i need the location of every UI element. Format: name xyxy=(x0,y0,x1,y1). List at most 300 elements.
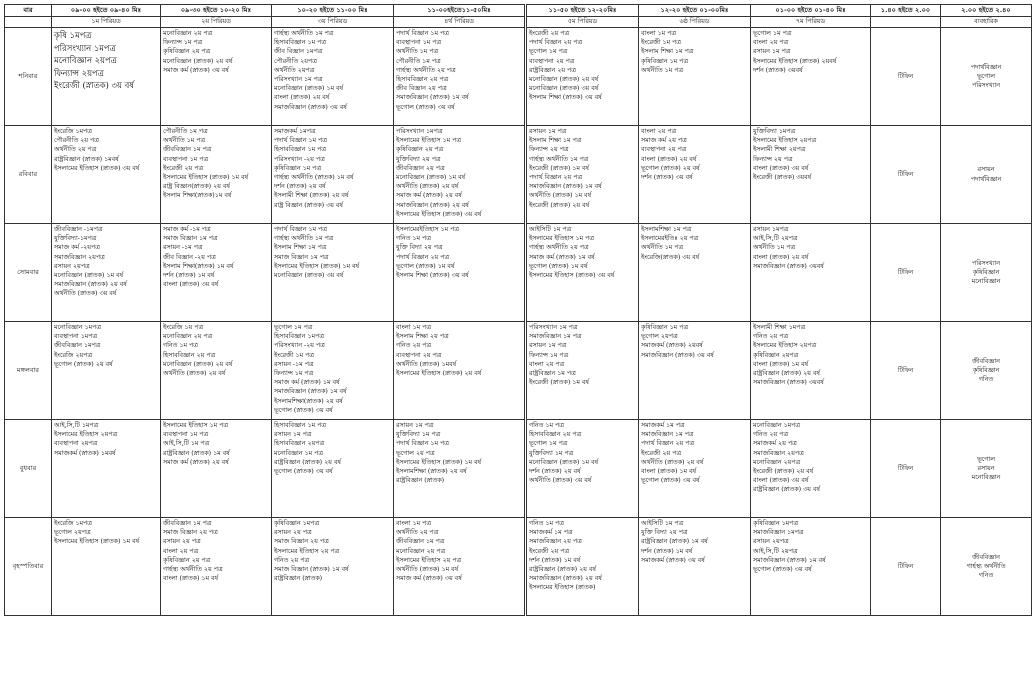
practical-subject: কৃষিবিজ্ঞান xyxy=(972,366,1000,374)
class-entry: কৃষিবিজ্ঞান ২য় পত্র xyxy=(163,556,211,564)
class-entry: জীববিজ্ঞান ১ম পত্র xyxy=(396,538,445,546)
class-entry: রাষ্ট্রবিজ্ঞান (স্নাতক) ১মবর্ষ xyxy=(54,155,119,163)
class-entry: সমাজ বিজ্ঞান ১ম পত্র xyxy=(274,253,329,261)
period-label: ২য় পিরিয়ড xyxy=(161,17,272,28)
class-entry: যুক্তিবিদ্যা ১ম পত্র xyxy=(396,431,441,439)
class-entry: রাষ্ট্রবিজ্ঞান ১ম পত্র xyxy=(529,370,576,378)
class-entry: ইংরেজী (স্নাতক) ২য় বর্ষ xyxy=(529,201,590,209)
time-slot-header: ১১-০০হইতে১১-৫০মিঃ xyxy=(394,5,525,17)
tiffin-break: টিফিন xyxy=(871,28,941,126)
class-entry: রসায়ন -১ম পত্র xyxy=(274,360,314,368)
schedule-cell xyxy=(394,518,525,616)
class-entry: কৃষিবিজ্ঞান ১ম পত্র xyxy=(641,324,689,331)
schedule-cell xyxy=(527,322,639,420)
class-entry: সমাজবিজ্ঞান ২য়পত্র xyxy=(54,253,105,261)
class-entry: ইসলামের ইতিহাস (স্নাতক) ৩য় বর্ষ xyxy=(529,272,615,280)
class-entry: ইসলামেরইতিহাস ১ম পত্র xyxy=(396,226,460,233)
tiffin-break: টিফিন xyxy=(871,322,941,420)
class-entry: সমাজ কর্ম (স্নাতক) ৩য় বর্ষ xyxy=(163,66,229,74)
class-entry: মনোবিজ্ঞান ২য় পত্র xyxy=(396,547,446,555)
class-entry: পরিসংখ্যান -২য় পত্র xyxy=(274,342,325,350)
class-entry: অর্থনীতি (স্নাতক) ৩য় বর্ষ xyxy=(54,290,117,298)
day-row xyxy=(527,28,1032,126)
period-label: ব্যবহারিক xyxy=(941,17,1032,28)
class-entry: ব্যবস্থাপনা ২য় পত্র xyxy=(396,351,442,359)
class-entry: অর্থনীতি ১ম পত্র xyxy=(641,244,684,252)
class-entry: সমাজকর্ম ১মপত্র xyxy=(274,128,316,135)
class-entry: ভূগোল ১ম পত্র xyxy=(274,324,313,331)
day-name: বৃহস্পতিবার xyxy=(5,518,52,616)
class-entry: রসায়ন ১মপত্র xyxy=(753,226,789,233)
class-entry: পৌরনীতি ২য় পত্র xyxy=(54,137,99,145)
class-entry: অর্থনীতি (স্নাতক) ১ম বর্ষ xyxy=(396,566,459,574)
class-entry: ইংরেজি ২য়পত্র xyxy=(54,351,93,359)
class-entry: সমাজবিজ্ঞান (স্নাতক) ১ম বর্ষ xyxy=(529,183,602,191)
class-entry: ফিন্যান্স ১ম পত্র xyxy=(274,370,314,378)
practical-subject: গনিত xyxy=(978,572,994,580)
class-entry: পদার্থ বিজ্ঞান ১ম পত্র xyxy=(396,440,449,448)
schedule-cell xyxy=(161,322,272,420)
class-entry: অর্থনীতি ২য়পত্র xyxy=(274,66,315,74)
schedule-cell xyxy=(394,126,525,224)
class-entry: ইসলামের ইতিহাস (স্নাতক) xyxy=(529,584,596,592)
class-entry: আইসিটি ১ম পত্র xyxy=(641,520,684,527)
class-entry: সমাজকর্ম ১ম পত্র xyxy=(529,529,573,537)
class-entry: ভূগোল (স্নাতক) ৩য় বর্ষ xyxy=(274,468,333,476)
class-entry: বাংলা (স্নাতক) ২য় বর্ষ xyxy=(274,94,330,102)
class-entry: যুক্তি বিদ্যা ২য় পত্র xyxy=(396,244,443,252)
schedule-cell xyxy=(527,126,639,224)
practical-subject: গনিত xyxy=(978,376,994,384)
day-row xyxy=(527,224,1032,322)
schedule-cell xyxy=(52,322,161,420)
class-entry: রাষ্ট্রবিজ্ঞান (স্নাতক) ৩য় বর্ষ xyxy=(753,486,820,494)
class-entry: পদার্থ বিজ্ঞান ১ম পত্র xyxy=(396,30,449,37)
class-entry: দর্শন (স্নাতক) ১ম বর্ষ xyxy=(163,272,215,280)
class-entry: অর্থনীতি ২য় পত্র xyxy=(396,529,439,537)
class-entry: পদার্থ বিজ্ঞান ২য় পত্র xyxy=(529,174,583,182)
class-entry: রসায়ন ২য় পত্র xyxy=(274,529,312,537)
schedule-cell xyxy=(527,224,639,322)
period-label: ৫ম পিরিয়ড xyxy=(527,17,639,28)
class-entry: সমাজবিজ্ঞান ২য়পত্র xyxy=(753,449,804,457)
class-entry: ব্যবস্থাপনা ১মপত্র xyxy=(54,333,98,341)
class-entry: সমাজ কর্ম (স্নাতক) ১ম বর্ষ xyxy=(529,253,595,261)
class-entry: যুক্তিবিদ্যা ১মপত্র xyxy=(753,128,796,135)
class-entry: রাষ্ট্রবিজ্ঞান (স্নাতক) ২য় বর্ষ xyxy=(274,458,341,466)
practical-subject: জীববিজ্ঞান xyxy=(972,357,1000,365)
class-entry: ইংরেজী (স্নাতক) ৩য়বর্ষ xyxy=(753,174,812,182)
class-entry: ইংরেজি ১মপত্র xyxy=(54,128,92,135)
class-entry: সমাজ বিজ্ঞান ১ম পত্র xyxy=(163,235,218,243)
practical-cell xyxy=(941,28,1032,126)
class-entry: রসায়ন ১ম পত্র xyxy=(274,431,312,439)
class-entry: ইসলামের ইতিহাস ২য়পত্র xyxy=(753,137,817,145)
class-entry: গনিত ২য় পত্র xyxy=(753,431,789,439)
class-entry: ভূগোল ২য়পত্র xyxy=(641,333,678,341)
class-entry: মনোবিজ্ঞান ১ম পত্র xyxy=(274,449,324,457)
day-row xyxy=(527,322,1032,420)
class-entry: ইংরেজী ২য় পত্র xyxy=(163,164,204,172)
class-entry: রাষ্ট্র বিজ্ঞান (স্নাতক) ৩য় বর্ষ xyxy=(274,201,343,209)
class-entry: ইসলামী শিক্ষা ২য়পত্র xyxy=(753,146,806,154)
class-entry: কৃষিবিজ্ঞান ১ম পত্র xyxy=(274,164,322,172)
class-entry: ফিন্যান্স ২য় পত্র xyxy=(529,146,569,154)
class-entry: বাংলা (স্নাতক) ১ম বর্ষ xyxy=(163,575,218,583)
class-entry: রাষ্ট্রবিজ্ঞান (স্নাতক) ২য় বর্ষ xyxy=(753,370,820,378)
schedule-cell xyxy=(639,126,751,224)
class-entry: ইসলামের ইতিহাস (স্নাতক) ১ম বর্ষ xyxy=(54,538,139,546)
class-entry: বাংলা (স্নাতক) ১ম বর্ষ xyxy=(641,468,696,476)
class-entry: হিসাববিজ্ঞান ২য় পত্র xyxy=(163,351,216,359)
class-entry: আই,সি,টি ২য়পত্র xyxy=(753,547,798,555)
practical-subject: মনোবিজ্ঞান xyxy=(971,278,1001,286)
day-name: মঙ্গলবার xyxy=(5,322,52,420)
schedule-cell xyxy=(272,322,394,420)
class-entry: জীববিজ্ঞান ২য় পত্র xyxy=(396,164,445,172)
class-entry: পদার্থ বিজ্ঞান ১ম পত্র xyxy=(274,137,327,145)
class-entry: সমাজকর্ম (স্নাতক) ১মবর্ষ xyxy=(54,449,116,457)
class-entry: হিসাববিজ্ঞান ১মপত্র xyxy=(274,333,325,341)
class-entry: ইংরেজী (স্নাতক) ১ম বর্ষ xyxy=(529,379,589,387)
class-entry: ইংরেজি ১য় পত্র xyxy=(163,324,204,331)
routine-left-body xyxy=(5,5,525,616)
practical-subject: জীববিজ্ঞান xyxy=(972,553,1000,561)
class-entry: কৃষিবিজ্ঞান ১মপত্র xyxy=(753,520,799,527)
class-entry: ফিন্যান্স ১ম পত্র xyxy=(163,39,203,47)
class-entry: সমাজবিজ্ঞান (স্নাতক) ২য় বর্ষ xyxy=(529,575,602,583)
schedule-cell xyxy=(161,420,272,518)
class-entry: ইংরেজী ২য় পত্র xyxy=(529,30,570,37)
schedule-cell xyxy=(161,224,272,322)
class-entry: দর্শন (স্নাতক) ১ম বর্ষ xyxy=(641,547,693,555)
class-entry: অর্থনীতি (স্নাতক) ২য় বর্ষ xyxy=(396,183,459,191)
schedule-cell xyxy=(272,518,394,616)
class-entry: মনোবিজ্ঞান ২য়পত্র xyxy=(753,458,801,466)
class-entry: আই,সি,টি ২য়পত্র xyxy=(753,235,798,243)
practical-subject: রসায়ন xyxy=(977,464,995,472)
class-entry: ইসলাম শিক্ষা (স্নাতক) ৩য় বর্ষ xyxy=(396,272,469,280)
class-entry: সমাজ কর্ম -১ম পত্র xyxy=(163,226,211,233)
class-entry: পরিসংখ্যান ১ম পত্র xyxy=(274,76,323,84)
class-entry: ইংরেজি ১মপত্র xyxy=(54,520,92,527)
day-row xyxy=(527,518,1032,616)
class-entry: সমাজবিজ্ঞান (স্নাতক) ৩য় বর্ষ xyxy=(641,351,714,359)
practical-cell xyxy=(941,322,1032,420)
schedule-cell xyxy=(394,224,525,322)
class-entry: ইসলামের ইতিহাস ২য় পত্র xyxy=(274,547,340,555)
class-entry: আই,সি,টি ১মপত্র xyxy=(54,422,99,429)
period-label: ১ম পিরিয়ড xyxy=(52,17,161,28)
header-row xyxy=(527,5,1032,17)
class-entry: সমাজকর্ম (স্নাতক) ২য়বর্ষ xyxy=(641,342,703,350)
class-entry: জীববিজ্ঞান -১মপত্র xyxy=(54,226,103,233)
class-entry: ইসলামের ইতিহাস ১ম পত্র xyxy=(396,137,462,145)
schedule-cell xyxy=(394,28,525,126)
schedule-cell xyxy=(272,224,394,322)
schedule-cell xyxy=(52,28,161,126)
practical-subject: ভূগোল xyxy=(977,455,995,463)
class-entry: ভূগোল (স্নাতক) ২য় বর্ষ xyxy=(641,164,700,172)
class-entry: ইসলামের ইতিহাস ১ম পত্র xyxy=(529,235,595,243)
time-slot-header: ১২-২০ হইতে ০১-০০মিঃ xyxy=(639,5,751,17)
class-entry: ইসলামের ইতিহাস (স্নাতক) ৩য় বর্ষ xyxy=(396,210,482,218)
schedule-cell xyxy=(639,224,751,322)
class-entry: অর্থনীতি ২য় পত্র xyxy=(54,146,97,154)
class-entry: হিসাববিজ্ঞান ১ম পত্র xyxy=(274,146,327,154)
class-entry: মনোবিজ্ঞান (স্নাতক) ২য় বর্ষ xyxy=(529,76,599,84)
class-entry: দর্শন (স্নাতক) ৩য়বর্ষ xyxy=(753,66,803,74)
class-entry: ভূগোল (স্নাতক) ২য় বর্ষ xyxy=(54,360,113,368)
class-entry: বাংলা ১ম পত্র xyxy=(641,30,677,37)
class-entry: সমাজবিজ্ঞান (স্নাতক) ১ম বর্ষ xyxy=(274,388,347,396)
class-entry: রাষ্ট্রবিজ্ঞান (স্নাতক) xyxy=(274,575,323,583)
class-entry: বাংলা (স্নাতক) ২য় বর্ষ xyxy=(753,253,809,261)
period-label: ৩য় পিরিয়ড xyxy=(272,17,394,28)
schedule-cell xyxy=(52,518,161,616)
class-entry: বাংলা (স্নাতক) ৩য় বর্ষ xyxy=(753,164,809,172)
class-entry: ইসলামের ইতিহাস (স্নাতক) ২য়বর্ষ xyxy=(753,57,837,65)
schedule-cell xyxy=(52,420,161,518)
class-entry: সমাজবিজ্ঞান (স্নাতক) ৩য়বর্ষ xyxy=(753,379,824,387)
class-entry: ইসলামশিক্ষা(স্নাতক) ২য় বর্ষ xyxy=(274,397,343,405)
class-entry: জীববিজ্ঞান ১মপত্র xyxy=(54,342,101,350)
practical-subject: মনোবিজ্ঞান xyxy=(971,474,1001,482)
class-entry: ফিন্যান্স ২য়পত্র xyxy=(54,67,104,78)
schedule-cell xyxy=(272,420,394,518)
class-entry: সমাজবিজ্ঞান (স্নাতক) ২য় বর্ষ xyxy=(396,201,469,209)
class-entry: রাষ্ট্র বিজ্ঞান(স্নাতক) ২য় বর্ষ xyxy=(163,183,230,191)
period-row xyxy=(527,17,1032,28)
schedule-cell xyxy=(751,322,871,420)
class-entry: ভূগোল ১ম পত্র xyxy=(753,30,792,37)
practical-subject: পদার্থবিজ্ঞান xyxy=(970,175,1002,183)
class-entry: কৃষিবিজ্ঞান ১মপত্র xyxy=(274,520,320,527)
class-entry: হিসাববিজ্ঞান ২য়পত্র xyxy=(274,440,325,448)
class-entry: সমাজ কর্ম -২য়পত্র xyxy=(54,244,100,252)
class-entry: জীব বিজ্ঞান ২য় পত্র xyxy=(396,85,447,93)
class-entry: মনোবিজ্ঞান (স্নাতক) ৩য় বর্ষ xyxy=(529,85,599,93)
class-entry: অর্থনীতি (স্নাতক) ১ম বর্ষ xyxy=(529,192,592,200)
class-entry: মনোবিজ্ঞান (স্নাতক) ১ম বর্ষ xyxy=(529,458,598,466)
class-entry: অর্থনীতি (স্নাতক) ৩য় বর্ষ xyxy=(529,477,592,485)
class-entry: ইসলাম শিক্ষা(স্নাতক)১ম বর্ষ xyxy=(163,192,232,200)
class-entry: গনিত ২য় পত্র xyxy=(753,333,789,341)
schedule-cell xyxy=(751,28,871,126)
day-name: বুধবার xyxy=(5,420,52,518)
class-entry: রাষ্ট্রবিজ্ঞান (স্নাতক) ১ম বর্ষ xyxy=(163,449,230,457)
time-slot-header: ১.৪০ হইতে ২.০০ xyxy=(871,5,941,17)
class-entry: জীববিজ্ঞান ১ম পত্র xyxy=(163,146,212,154)
class-entry: অর্থনীতি (স্নাতক) ১মবর্ষ xyxy=(396,360,457,368)
schedule-cell xyxy=(751,126,871,224)
class-entry: গার্হস্থ্য অর্থনীতি ২য় পত্র xyxy=(529,244,589,252)
class-entry: রসায়ন ১ম পত্র xyxy=(529,342,567,350)
class-entry: দর্শন (স্নাতক) ২য় বর্ষ xyxy=(274,183,326,191)
schedule-cell xyxy=(52,126,161,224)
practical-subject: পরিসংখ্যান xyxy=(972,82,1000,90)
header-row xyxy=(5,5,525,17)
class-entry: মনোবিজ্ঞান (স্নাতক) ১ম বর্ষ xyxy=(54,272,123,280)
practical-cell xyxy=(941,126,1032,224)
schedule-cell xyxy=(751,518,871,616)
class-entry: রসায়ন ২য় পত্র xyxy=(163,538,201,546)
class-entry: গনিত ১ম পত্র xyxy=(163,342,198,350)
time-slot-header: ২.০০ হইতে ২.৪০ xyxy=(941,5,1032,17)
schedule-cell xyxy=(272,126,394,224)
class-entry: পদার্থ বিজ্ঞান ১ম পত্র xyxy=(274,226,327,233)
class-entry: সমাজ কর্ম (স্নাতক) ২য় বর্ষ xyxy=(396,192,462,200)
tiffin-break: টিফিন xyxy=(871,126,941,224)
tiffin-break: টিফিন xyxy=(871,518,941,616)
class-entry: বাংলা (স্নাতক) ৩য় বর্ষ xyxy=(753,477,809,485)
schedule-cell xyxy=(161,28,272,126)
class-entry: ইংরেজী ১ম পত্র xyxy=(641,39,681,47)
class-entry: সমাজবিজ্ঞান ১মপত্র xyxy=(753,529,804,537)
class-entry: গনিত ১ম পত্র xyxy=(529,422,564,429)
practical-subject: ভূগোল xyxy=(977,72,995,80)
class-entry: অর্থনীতি ১ম পত্র xyxy=(396,48,439,56)
class-entry: ইসলামী শিক্ষা ১মপত্র xyxy=(753,324,806,331)
class-entry: গার্হস্থ্য অর্থনীতি ১ম পত্র xyxy=(274,30,334,37)
class-entry: ভূগোল (স্নাতক) ১ম বর্ষ xyxy=(396,262,455,270)
class-entry: সমাজকর্ম (স্নাতক) ৩য় বর্ষ xyxy=(641,556,705,564)
class-entry: রসায়ন -১ম পত্র xyxy=(163,244,203,252)
class-entry: ভূগোল (স্নাতক) ৩য় বর্ষ xyxy=(396,103,455,111)
class-entry: ইসলামেরইতিঃ ২য় পত্র xyxy=(641,235,699,243)
class-entry: ইংরেজী ২য় পত্র xyxy=(641,449,682,457)
day-row xyxy=(5,224,525,322)
class-entry: ব্যবস্থাপনা ১ম পত্র xyxy=(163,431,209,439)
class-entry: পদার্থ বিজ্ঞান ২য় পত্র xyxy=(641,440,695,448)
class-entry: পৌরনীতি ১ম পত্র xyxy=(396,57,441,65)
day-row xyxy=(527,420,1032,518)
class-entry: পরিসংখ্যান ১ম পত্র xyxy=(529,324,578,331)
class-entry: সমাজবিজ্ঞান (স্নাতক) ১ম বর্ষ xyxy=(396,94,469,102)
class-entry: আইসিটি ১ম পত্র xyxy=(529,226,572,233)
time-slot-header: ১০-২০ হইতে ১১-০০ মিঃ xyxy=(272,5,394,17)
class-entry: সমাজ কর্ম (স্নাতক) ৩য় বর্ষ xyxy=(396,575,462,583)
period-label: ৪র্থ পিরিয়ড xyxy=(394,17,525,28)
class-entry: গার্হস্থ্য অর্থনীতি ২য় পত্র xyxy=(396,66,456,74)
class-entry: হিসাববিজ্ঞান ১ম পত্র xyxy=(274,422,327,429)
practical-subject: রসায়ন xyxy=(977,166,995,174)
schedule-cell xyxy=(751,224,871,322)
practical-subject: গার্হস্থ্য অর্থনীতি xyxy=(966,562,1006,570)
class-entry: ইসলামের ইতিহাস (স্নাতক) ২য় বর্ষ xyxy=(396,370,482,378)
class-entry: মনোবিজ্ঞান (স্নাতক) ৩য় বর্ষ xyxy=(274,272,344,280)
class-entry: ইংরেজী (স্নাতক) ৩য় বর্ষ xyxy=(54,80,134,90)
schedule-cell xyxy=(52,224,161,322)
class-entry: সমাজবিজ্ঞান (স্নাতক) ৩য় বর্ষ xyxy=(274,103,347,111)
class-entry: পৌরনীতি ১ম পত্র xyxy=(163,128,208,135)
time-slot-header: ০৯-৩০ হইতে ১০-২০ মিঃ xyxy=(161,5,272,17)
class-entry: হিসাববিজ্ঞান ১ম পত্র xyxy=(274,39,327,47)
class-entry: রসায়ন ২য়পত্র xyxy=(54,262,90,270)
class-entry: অর্থনীতি ১ম পত্র xyxy=(641,66,684,74)
practical-subject: কৃষিবিজ্ঞান xyxy=(972,268,1000,276)
class-entry: ইসলামের ইতিহাস ১ম পত্র xyxy=(163,422,229,429)
class-entry: ইংরেজী ২য় পত্র xyxy=(529,547,570,555)
class-entry: মনোবিজ্ঞান (স্নাতক) ১ম বর্ষ xyxy=(274,85,343,93)
class-entry: কৃষিবিজ্ঞান ১ম পত্র xyxy=(641,57,689,65)
schedule-cell xyxy=(161,518,272,616)
class-entry: বাংলা ১ম পত্র xyxy=(396,324,432,331)
class-entry: ভূগোল (স্নাতক) ১ম বর্ষ xyxy=(529,262,588,270)
day-name: সোমবার xyxy=(5,224,52,322)
class-entry: রসায়ন ১ম পত্র xyxy=(753,48,791,56)
class-entry: গনিত ২য় পত্র xyxy=(274,556,310,564)
class-entry: ইসলাম শিক্ষা(স্নাতক) ১ম বর্ষ xyxy=(163,262,234,270)
class-entry: সমাজকর্ম ২য় পত্র xyxy=(753,440,797,448)
class-entry: সমাজ বিজ্ঞান ২য় পত্র xyxy=(274,538,329,546)
class-entry: গনিত ২য় পত্র xyxy=(396,342,432,350)
class-entry: দর্শন (স্নাতক) ৩য় বর্ষ xyxy=(641,174,693,182)
schedule-cell xyxy=(639,420,751,518)
day-row xyxy=(5,420,525,518)
class-entry: ভূগোল ১ম পত্র xyxy=(529,48,568,56)
class-entry: হিসাববিজ্ঞান ২য় পত্র xyxy=(396,76,449,84)
class-entry: জীববিজ্ঞান ১ম পত্র xyxy=(163,520,212,527)
class-entry: যুক্তি বিদ্যা ২য় পত্র xyxy=(641,529,688,537)
schedule-cell xyxy=(639,322,751,420)
class-entry: ইসলামী শিক্ষা (স্নাতক) ২য় বর্ষ xyxy=(274,192,349,200)
time-slot-header: বার xyxy=(5,5,52,17)
class-entry: ইসলামের ইতিহাস ২য়পত্র xyxy=(54,431,118,439)
class-entry: ব্যবস্থাপনা ২য় পত্র xyxy=(529,57,575,65)
class-entry: বাংলা (স্নাতক) ১ম বর্ষ xyxy=(753,360,808,368)
class-entry: ইসলামের ইতিহাস ২য়পত্র xyxy=(753,342,817,350)
period-label: ৬ষ্ঠ পিরিয়ড xyxy=(639,17,751,28)
class-entry: ইংরেজী (স্নাতক) ১ম বর্ষ xyxy=(529,164,589,172)
class-entry: সমাজ কর্ম (স্নাতক) ২য় বর্ষ xyxy=(163,458,229,466)
class-entry: কৃষিবিজ্ঞান ২য়পত্র xyxy=(753,351,799,359)
class-entry: ইসলামশিক্ষা ১ম পত্র xyxy=(641,226,692,233)
class-entry: ভূগোল ২য় পত্র xyxy=(396,449,435,457)
class-entry: মনোবিজ্ঞান (স্নাতক) ২য় বর্ষ xyxy=(163,57,233,65)
class-entry: রসায়ন ১ম পত্র xyxy=(529,128,567,135)
class-entry: ইসলাম শিক্ষা ১ম পত্র xyxy=(641,48,694,56)
class-entry: যুক্তিবিদ্যা ১ম পত্র xyxy=(529,449,574,457)
class-entry: রসায়ন ১ম পত্র xyxy=(396,422,434,429)
class-entry: ইসলামশিক্ষা (স্নাতক) ২য় বর্ষ xyxy=(396,468,467,476)
class-entry: ইসলামের ইতিহাস (স্নাতক) ১ম বর্ষ xyxy=(396,458,481,466)
class-entry: ইসলামের ইতিহাস (স্নাতক) ১ম বর্ষ xyxy=(274,262,359,270)
practical-cell xyxy=(941,224,1032,322)
class-entry: সমাজকর্ম ১ম পত্র xyxy=(641,422,685,429)
class-entry: ইসলাম শিক্ষা ২য় পত্র xyxy=(396,333,449,341)
period-label xyxy=(871,17,941,28)
practical-subject: পরিসংখ্যান xyxy=(972,259,1000,267)
class-entry: পৌরনীতি ২য়পত্র xyxy=(274,57,317,65)
time-slot-header: ০৯-০০ হইতে ০৯-৪০ মিঃ xyxy=(52,5,161,17)
class-entry: সমাজবিজ্ঞান (স্নাতক) ৩য়বর্ষ xyxy=(753,262,824,270)
class-entry: ইসলামের ইতিহাস (স্নাতক) ৩য় বর্ষ xyxy=(54,164,140,172)
class-entry: দর্শন (স্নাতক) ১ম বর্ষ xyxy=(529,556,581,564)
schedule-cell xyxy=(527,28,639,126)
class-entry: কৃষিবিজ্ঞান ২য় পত্র xyxy=(396,146,444,154)
class-entry: মনোবিজ্ঞান ১মপত্র xyxy=(753,422,801,429)
day-row xyxy=(5,28,525,126)
time-slot-header: ০১-০০ হইতে ০১-৪০ মিঃ xyxy=(751,5,871,17)
practical-cell xyxy=(941,420,1032,518)
class-entry: যুক্তিবিদ্যা-১মপত্র xyxy=(54,235,97,243)
class-entry: বাংলা ২য় পত্র xyxy=(163,547,199,555)
class-entry: অর্থনীতি ১ম পত্র xyxy=(753,244,796,252)
class-entry: ব্যবস্থাপনা ১ম পত্র xyxy=(163,155,209,163)
class-entry: পদার্থ বিজ্ঞান ২য় পত্র xyxy=(396,253,450,261)
class-entry: রাষ্ট্রবিজ্ঞান (স্নাতক) xyxy=(396,477,445,485)
